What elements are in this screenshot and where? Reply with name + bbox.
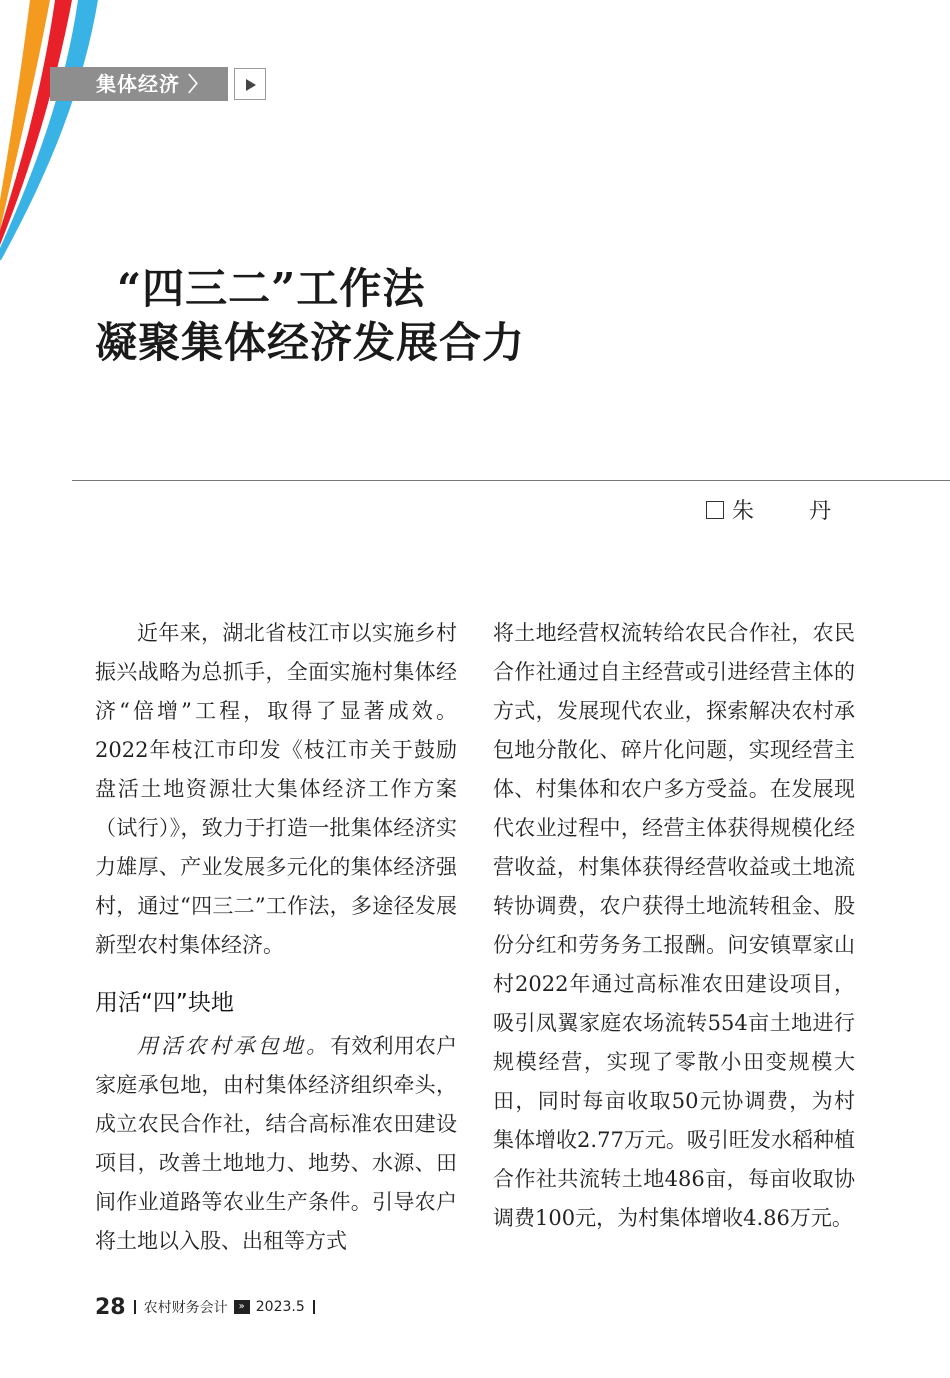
magazine-name: 农村财务会计 (143, 1300, 228, 1316)
title-line-1: “四三二”工作法 (117, 264, 426, 313)
paragraph-text: 有效利用农户家庭承包地，由村集体经济组织牵头，成立农民合作社，结合高标准农田建设项目，改善土地地力、地势、水源、田间作业道路等农业生产条件。引导农户将土地以入股、出租等方式 (95, 1034, 458, 1253)
issue-date: 2023.5 (255, 1299, 305, 1315)
intro-paragraph: 近年来，湖北省枝江市以实施乡村振兴战略为总抓手，全面实施村集体经济“倍增”工程，取得了显著成效。2022年枝江市印发《枝江市关于鼓励盘活土地资源壮大集体经济工作方案（试行）》，致力于打造一批集体经济实力雄厚、产业发展多元化的集体经济强村，通过“四三二”工作法，多途径发展新型农村集体经济。 (95, 621, 457, 957)
title-line-2: 凝聚集体经济发展合力 (95, 318, 526, 367)
author-name: 朱 丹 (732, 499, 855, 524)
page-footer (95, 1292, 323, 1322)
body-paragraph-continued: 将土地经营权流转给农民合作社，农民合作社通过自主经营或引进经营主体的方式，发展现代农业，探索解决农村承包地分散化、碎片化问题，实现经营主体、村集体和农户多方受益。在发展现代农业过程中，经营主体获得规模化经营收益，村集体获得经营收益或土地流转协调费，农户获得土地流转租金、股份分红和劳务务工报酬。问安镇覃家山村2022年通过高标准农田建设项目，吸引凤翼家庭农场流转554亩土地进行规模经营，实现了零散小田变规模大田，同时每亩收取50元协调费，为村集体增收2.77万元。吸引旺发水稻种植合作社共流转土地486亩，每亩收取协调费100元，为村集体增收4.86万元。 (493, 621, 855, 1230)
left-column (95, 614, 457, 1261)
footer-divider-end (313, 1300, 315, 1314)
footer-divider (134, 1300, 136, 1314)
lead-in-text: 用活农村承包地。 (137, 1034, 331, 1058)
section-tab[interactable]: 集体经济 〉 (50, 67, 228, 101)
page-number: 28 (95, 1294, 126, 1320)
author-marker-icon (706, 501, 724, 519)
section-heading: 用活“四”块地 (95, 990, 234, 1016)
right-column (493, 614, 855, 1238)
article-title (95, 262, 795, 370)
divider-line (72, 480, 950, 481)
decorative-arcs (0, 0, 110, 260)
author-byline (706, 494, 855, 525)
play-arrow-icon (245, 78, 257, 92)
double-chevron-icon: » (234, 1300, 250, 1314)
body-paragraph (95, 1027, 457, 1261)
next-arrow-button[interactable] (234, 68, 266, 100)
